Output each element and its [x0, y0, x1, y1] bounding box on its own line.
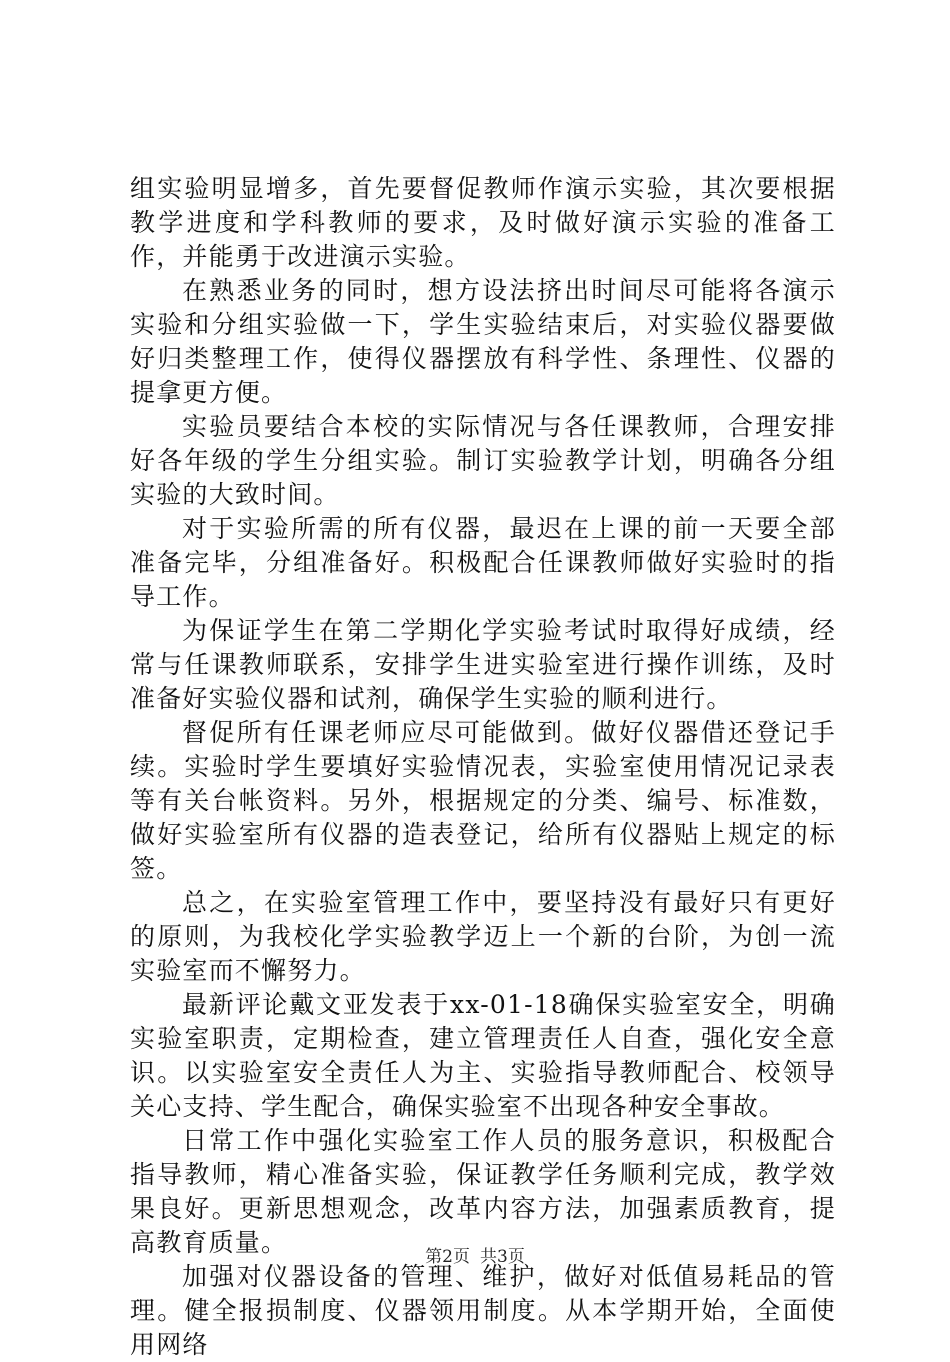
paragraph-1: 组实验明显增多，首先要督促教师作演示实验，其次要根据教学进度和学科教师的要求，及时做好演示实验的准备工作，并能勇于改进演示实验。	[130, 174, 836, 271]
paragraph-9: 日常工作中强化实验室工作人员的服务意识，积极配合指导教师，精心准备实验，保证教学任务顺利完成，教学效果良好。更新思想观念，改革内容方法，加强素质教育，提高教育质量。	[130, 1126, 836, 1257]
paragraph-6: 督促所有任课老师应尽可能做到。做好仪器借还登记手续。实验时学生要填好实验情况表，实验室使用情况记录表等有关台帐资料。另外，根据规定的分类、编号、标准数，做好实验室所有仪器的造表登记，给所有仪器贴上规定的标签。	[130, 718, 836, 883]
page-footer	[0, 1247, 950, 1267]
paragraph-10: 加强对仪器设备的管理、维护，做好对低值易耗品的管理。健全报损制度、仪器领用制度。从本学期开始，全面使用网络	[130, 1262, 836, 1359]
paragraph-8: 最新评论戴文亚发表于xx-01-18确保实验室安全，明确实验室职责，定期检查，建立管理责任人自查，强化安全意识。以实验室安全责任人为主、实验指导教师配合、校领导关心支持、学生配合，确保实验室不出现各种安全事故。	[130, 990, 836, 1121]
paragraph-5: 为保证学生在第二学期化学实验考试时取得好成绩，经常与任课教师联系，安排学生进实验室进行操作训练，及时准备好实验仪器和试剂，确保学生实验的顺利进行。	[130, 616, 836, 713]
paragraph-3: 实验员要结合本校的实际情况与各任课教师，合理安排好各年级的学生分组实验。制订实验教学计划，明确各分组实验的大致时间。	[130, 412, 836, 509]
page-number: 第2页	[425, 1247, 470, 1267]
document-body	[130, 172, 836, 1362]
paragraph-4: 对于实验所需的所有仪器，最迟在上课的前一天要全部准备完毕，分组准备好。积极配合任课教师做好实验时的指导工作。	[130, 514, 836, 611]
paragraph-7: 总之，在实验室管理工作中，要坚持没有最好只有更好的原则，为我校化学实验教学迈上一个新的台阶，为创一流实验室而不懈努力。	[130, 888, 836, 985]
paragraph-2: 在熟悉业务的同时，想方设法挤出时间尽可能将各演示实验和分组实验做一下，学生实验结束后，对实验仪器要做好归类整理工作，使得仪器摆放有科学性、条理性、仪器的提拿更方便。	[130, 276, 836, 407]
page-total: 共3页	[480, 1247, 525, 1267]
